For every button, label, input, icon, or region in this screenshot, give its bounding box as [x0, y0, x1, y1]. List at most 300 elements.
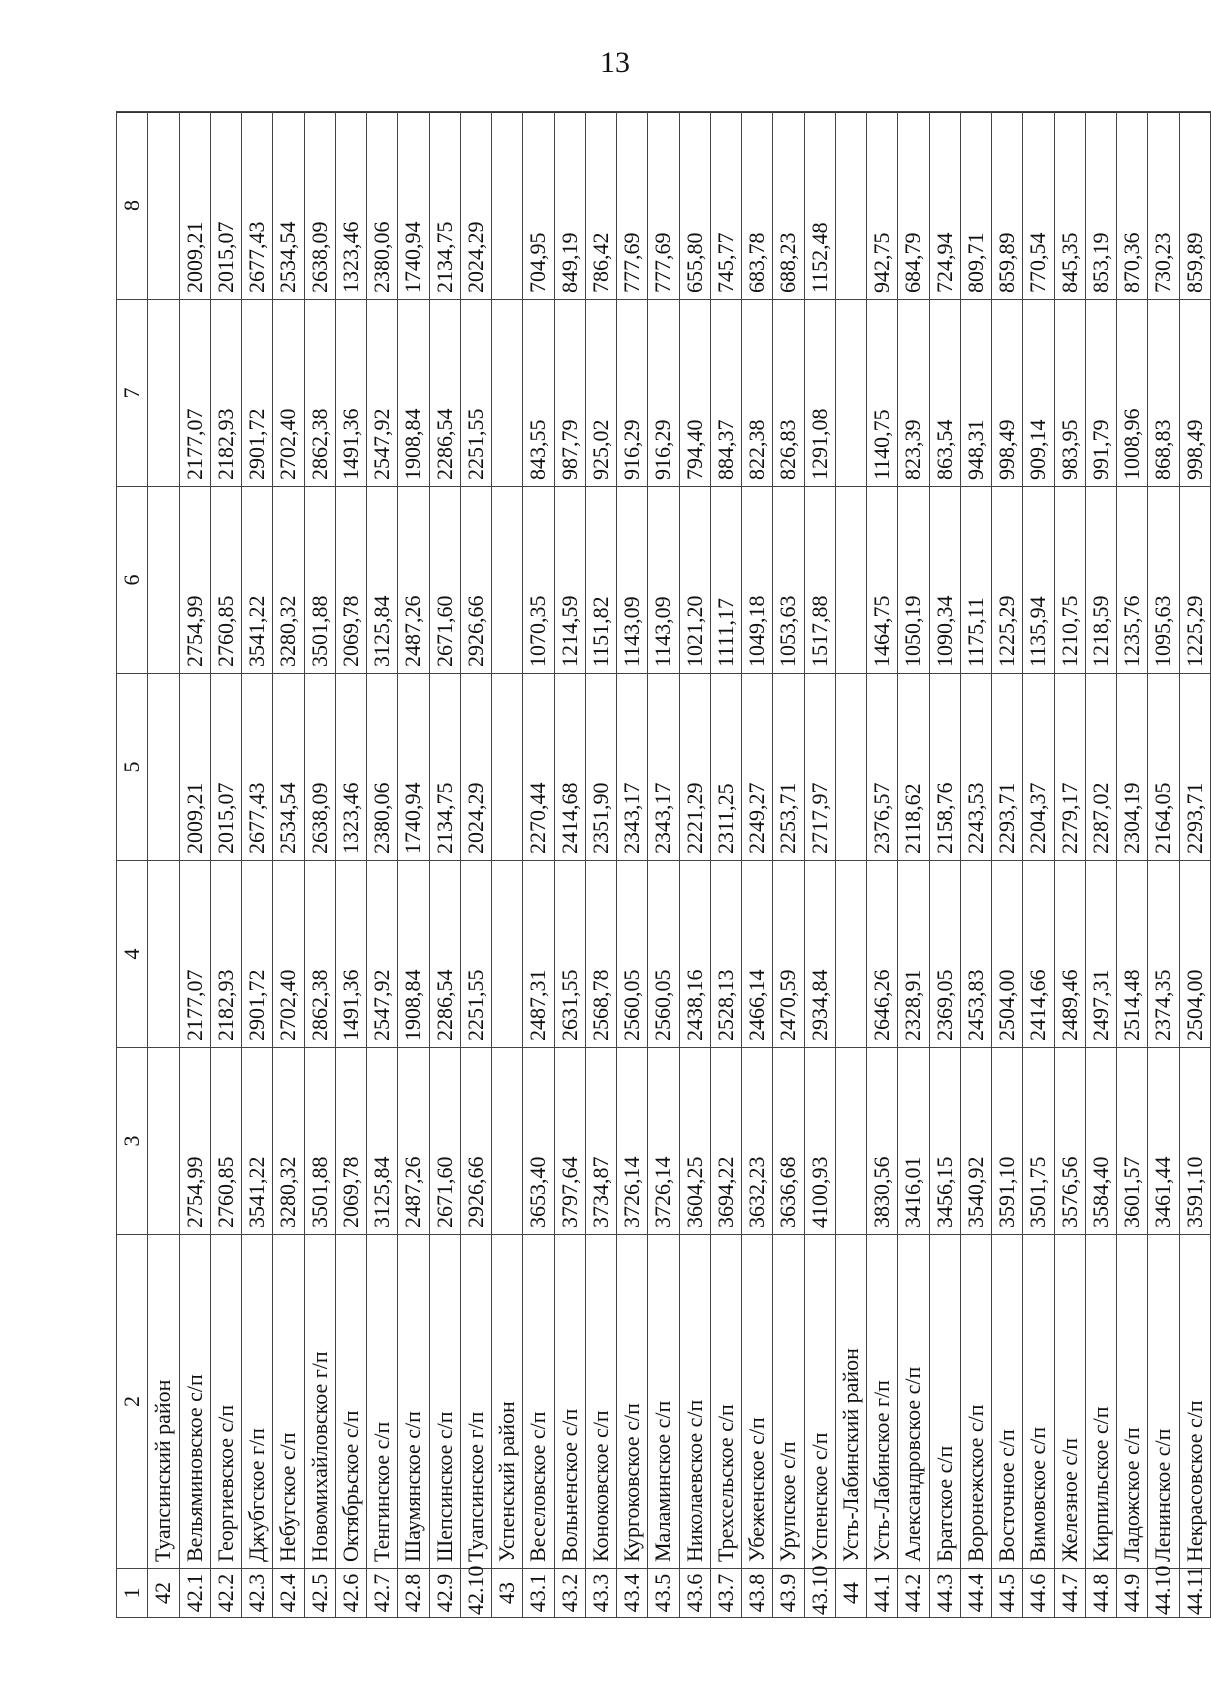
row-number-cell: 42.4	[273, 1569, 304, 1618]
settlement-name-cell: Ладожское с/п	[1117, 1235, 1148, 1569]
value-cell: 868,83	[1148, 300, 1179, 487]
value-cell: 3604,25	[679, 1048, 710, 1235]
value-cell: 3541,22	[242, 1048, 273, 1235]
value-cell: 2287,02	[1085, 674, 1116, 861]
value-cell: 2134,75	[429, 112, 460, 300]
row-number-cell: 44.1	[867, 1569, 898, 1618]
value-cell: 2760,85	[210, 1048, 241, 1235]
settlement-name-cell: Новомихайловское г/п	[304, 1235, 335, 1569]
value-cell: 2497,31	[1085, 861, 1116, 1048]
value-cell: 1491,36	[335, 300, 366, 487]
row-number-cell: 42.9	[429, 1569, 460, 1618]
table-row	[679, 112, 710, 1618]
row-number-cell: 42	[148, 1569, 179, 1618]
value-cell: 688,23	[773, 112, 804, 300]
value-cell: 2249,27	[742, 674, 773, 861]
row-number-cell: 44.8	[1085, 1569, 1116, 1618]
settlement-name-cell: Братское с/п	[929, 1235, 960, 1569]
value-cell: 925,02	[585, 300, 616, 487]
value-cell: 2177,07	[179, 300, 210, 487]
settlement-name-cell: Вольненское с/п	[554, 1235, 585, 1569]
settlement-name-cell: Кирпильское с/п	[1085, 1235, 1116, 1569]
value-cell: 2251,55	[460, 300, 491, 487]
value-cell: 2702,40	[273, 300, 304, 487]
row-number-cell: 42.3	[242, 1569, 273, 1618]
value-cell: 2069,78	[335, 1048, 366, 1235]
value-cell: 3501,88	[304, 1048, 335, 1235]
value-cell: 3125,84	[367, 487, 398, 674]
value-cell: 2528,13	[710, 861, 741, 1048]
table-row	[648, 112, 679, 1618]
value-cell: 859,89	[992, 112, 1023, 300]
row-number-cell: 43.10	[804, 1569, 835, 1618]
settlement-name-cell: Убеженское с/п	[742, 1235, 773, 1569]
value-cell: 2270,44	[523, 674, 554, 861]
table-row	[617, 112, 648, 1618]
value-cell: 1225,29	[1179, 487, 1211, 674]
value-cell	[835, 487, 866, 674]
value-cell: 3591,10	[1179, 1048, 1211, 1235]
value-cell: 1143,09	[617, 487, 648, 674]
value-cell: 2514,48	[1117, 861, 1148, 1048]
value-cell: 3576,56	[1054, 1048, 1085, 1235]
value-cell	[492, 1048, 523, 1235]
value-cell: 1090,34	[929, 487, 960, 674]
settlement-name-cell: Успенское с/п	[804, 1235, 835, 1569]
value-cell: 2638,09	[304, 112, 335, 300]
value-cell: 4100,93	[804, 1048, 835, 1235]
value-cell: 2926,66	[460, 1048, 491, 1235]
value-cell: 2164,05	[1148, 674, 1179, 861]
row-number-cell: 44.2	[898, 1569, 929, 1618]
value-cell: 3726,14	[648, 1048, 679, 1235]
table-row	[773, 112, 804, 1618]
value-cell	[835, 112, 866, 300]
value-cell: 777,69	[648, 112, 679, 300]
row-number-cell: 42.7	[367, 1569, 398, 1618]
value-cell: 2487,26	[398, 487, 429, 674]
value-cell: 987,79	[554, 300, 585, 487]
value-cell: 2702,40	[273, 861, 304, 1048]
value-cell: 1095,63	[1148, 487, 1179, 674]
value-cell: 942,75	[867, 112, 898, 300]
value-cell: 2504,00	[992, 861, 1023, 1048]
value-cell: 2438,16	[679, 861, 710, 1048]
value-cell: 3461,44	[1148, 1048, 1179, 1235]
value-cell: 3584,40	[1085, 1048, 1116, 1235]
row-number-cell: 42.10	[460, 1569, 491, 1618]
value-cell: 2926,66	[460, 487, 491, 674]
value-cell: 1235,76	[1117, 487, 1148, 674]
section-row	[148, 112, 179, 1618]
value-cell: 863,54	[929, 300, 960, 487]
district-name-cell: Успенский район	[492, 1235, 523, 1569]
value-cell: 2671,60	[429, 1048, 460, 1235]
value-cell: 2343,17	[617, 674, 648, 861]
value-cell	[492, 487, 523, 674]
value-cell: 809,71	[960, 112, 991, 300]
value-cell: 1908,84	[398, 861, 429, 1048]
row-number-cell: 43.3	[585, 1569, 616, 1618]
value-cell: 2560,05	[648, 861, 679, 1048]
value-cell: 2414,66	[1023, 861, 1054, 1048]
row-number-cell: 43.4	[617, 1569, 648, 1618]
settlement-name-cell: Георгиевское с/п	[210, 1235, 241, 1569]
value-cell: 1152,48	[804, 112, 835, 300]
value-cell: 1908,84	[398, 300, 429, 487]
table-row	[710, 112, 741, 1618]
value-cell: 1323,46	[335, 674, 366, 861]
row-number-cell: 44.6	[1023, 1569, 1054, 1618]
value-cell: 2754,99	[179, 1048, 210, 1235]
value-cell: 2677,43	[242, 112, 273, 300]
value-cell: 1021,20	[679, 487, 710, 674]
value-cell: 1491,36	[335, 861, 366, 1048]
settlement-name-cell: Железное с/п	[1054, 1235, 1085, 1569]
value-cell: 3797,64	[554, 1048, 585, 1235]
value-cell: 3601,57	[1117, 1048, 1148, 1235]
value-cell: 2901,72	[242, 300, 273, 487]
value-cell: 2293,71	[992, 674, 1023, 861]
page-number: 13	[600, 46, 630, 79]
table-row	[554, 112, 585, 1618]
value-cell: 730,23	[1148, 112, 1179, 300]
table-row	[1054, 112, 1085, 1618]
table-row	[742, 112, 773, 1618]
value-cell: 770,54	[1023, 112, 1054, 300]
value-cell: 2862,38	[304, 300, 335, 487]
settlement-name-cell: Октябрьское с/п	[335, 1235, 366, 1569]
value-cell	[148, 1048, 179, 1235]
settlement-name-cell: Туапсинское г/п	[460, 1235, 491, 1569]
value-cell: 2328,91	[898, 861, 929, 1048]
value-cell: 2380,06	[367, 112, 398, 300]
table-row	[335, 112, 366, 1618]
value-cell: 3726,14	[617, 1048, 648, 1235]
table-row	[898, 112, 929, 1618]
value-cell: 2024,29	[460, 674, 491, 861]
table-row	[398, 112, 429, 1618]
value-cell: 2547,92	[367, 300, 398, 487]
value-cell: 2177,07	[179, 861, 210, 1048]
table-row	[1117, 112, 1148, 1618]
value-cell	[492, 861, 523, 1048]
value-cell: 3416,01	[898, 1048, 929, 1235]
value-cell: 1008,96	[1117, 300, 1148, 487]
settlement-name-cell: Трехсельское с/п	[710, 1235, 741, 1569]
section-row	[492, 112, 523, 1618]
value-cell: 2251,55	[460, 861, 491, 1048]
column-header: 6	[117, 487, 148, 674]
value-cell: 2158,76	[929, 674, 960, 861]
row-number-cell: 43	[492, 1569, 523, 1618]
table-row	[585, 112, 616, 1618]
value-cell: 916,29	[648, 300, 679, 487]
value-cell: 3830,56	[867, 1048, 898, 1235]
table-row	[523, 112, 554, 1618]
table-row	[867, 112, 898, 1618]
value-cell: 3734,87	[585, 1048, 616, 1235]
value-cell: 2934,84	[804, 861, 835, 1048]
value-cell: 1053,63	[773, 487, 804, 674]
value-cell: 2374,35	[1148, 861, 1179, 1048]
value-cell: 3125,84	[367, 1048, 398, 1235]
value-cell: 3653,40	[523, 1048, 554, 1235]
settlement-name-cell: Николаевское с/п	[679, 1235, 710, 1569]
table-row	[429, 112, 460, 1618]
value-cell	[835, 1048, 866, 1235]
value-cell: 2376,57	[867, 674, 898, 861]
value-cell	[148, 487, 179, 674]
settlement-name-cell: Шепсинское с/п	[429, 1235, 460, 1569]
value-cell: 853,19	[1085, 112, 1116, 300]
row-number-cell: 44.11	[1179, 1569, 1211, 1618]
value-cell: 724,94	[929, 112, 960, 300]
row-number-cell: 43.5	[648, 1569, 679, 1618]
tariff-table	[116, 111, 1211, 1618]
value-cell: 3540,92	[960, 1048, 991, 1235]
value-cell: 948,31	[960, 300, 991, 487]
value-cell: 983,95	[1054, 300, 1085, 487]
value-cell	[148, 674, 179, 861]
value-cell: 998,49	[1179, 300, 1211, 487]
table-row	[1179, 112, 1211, 1618]
value-cell: 845,35	[1054, 112, 1085, 300]
value-cell: 2453,83	[960, 861, 991, 1048]
value-cell: 849,19	[554, 112, 585, 300]
column-header: 8	[117, 112, 148, 300]
settlement-name-cell: Ленинское с/п	[1148, 1235, 1179, 1569]
value-cell: 2534,54	[273, 674, 304, 861]
row-number-cell: 44.4	[960, 1569, 991, 1618]
value-cell: 2487,26	[398, 1048, 429, 1235]
table-row	[1148, 112, 1179, 1618]
value-cell: 2414,68	[554, 674, 585, 861]
value-cell: 1151,82	[585, 487, 616, 674]
value-cell: 684,79	[898, 112, 929, 300]
column-header: 5	[117, 674, 148, 861]
value-cell: 870,36	[1117, 112, 1148, 300]
value-cell: 1049,18	[742, 487, 773, 674]
value-cell: 3541,22	[242, 487, 273, 674]
value-cell	[492, 300, 523, 487]
value-cell	[835, 861, 866, 1048]
column-header: 7	[117, 300, 148, 487]
value-cell: 2015,07	[210, 674, 241, 861]
settlement-name-cell: Веселовское с/п	[523, 1235, 554, 1569]
value-cell: 2560,05	[617, 861, 648, 1048]
value-cell: 2504,00	[1179, 861, 1211, 1048]
value-cell: 2901,72	[242, 861, 273, 1048]
table-row	[242, 112, 273, 1618]
value-cell: 745,77	[710, 112, 741, 300]
value-cell: 1111,17	[710, 487, 741, 674]
value-cell: 2293,71	[1179, 674, 1211, 861]
value-cell: 916,29	[617, 300, 648, 487]
table-row	[304, 112, 335, 1618]
value-cell	[148, 300, 179, 487]
value-cell: 2221,29	[679, 674, 710, 861]
value-cell: 2182,93	[210, 300, 241, 487]
row-number-cell: 44.9	[1117, 1569, 1148, 1618]
value-cell: 1135,94	[1023, 487, 1054, 674]
value-cell: 2631,55	[554, 861, 585, 1048]
settlement-name-cell: Коноковское с/п	[585, 1235, 616, 1569]
value-cell: 2487,31	[523, 861, 554, 1048]
column-header: 4	[117, 861, 148, 1048]
settlement-name-cell: Урупское с/п	[773, 1235, 804, 1569]
value-cell: 2470,59	[773, 861, 804, 1048]
value-cell: 786,42	[585, 112, 616, 300]
value-cell: 2646,26	[867, 861, 898, 1048]
value-cell: 2671,60	[429, 487, 460, 674]
value-cell: 1050,19	[898, 487, 929, 674]
value-cell: 2760,85	[210, 487, 241, 674]
row-number-cell: 43.6	[679, 1569, 710, 1618]
row-number-cell: 43.1	[523, 1569, 554, 1618]
settlement-name-cell: Шаумянское с/п	[398, 1235, 429, 1569]
value-cell: 826,83	[773, 300, 804, 487]
row-number-cell: 43.9	[773, 1569, 804, 1618]
value-cell: 2547,92	[367, 861, 398, 1048]
value-cell: 2351,90	[585, 674, 616, 861]
value-cell: 2568,78	[585, 861, 616, 1048]
value-cell: 1214,59	[554, 487, 585, 674]
value-cell: 1517,88	[804, 487, 835, 674]
value-cell	[492, 112, 523, 300]
value-cell: 2311,25	[710, 674, 741, 861]
value-cell: 2024,29	[460, 112, 491, 300]
value-cell: 2862,38	[304, 861, 335, 1048]
rotated-table-container	[116, 112, 1211, 1618]
value-cell: 1740,94	[398, 674, 429, 861]
row-number-cell: 44	[835, 1569, 866, 1618]
value-cell: 3501,88	[304, 487, 335, 674]
value-cell: 1740,94	[398, 112, 429, 300]
value-cell: 822,38	[742, 300, 773, 487]
value-cell: 1291,08	[804, 300, 835, 487]
settlement-name-cell: Усть-Лабинское г/п	[867, 1235, 898, 1569]
value-cell: 1143,09	[648, 487, 679, 674]
row-number-cell: 42.1	[179, 1569, 210, 1618]
row-number-cell: 43.8	[742, 1569, 773, 1618]
value-cell: 2204,37	[1023, 674, 1054, 861]
value-cell: 1070,35	[523, 487, 554, 674]
table-row	[273, 112, 304, 1618]
value-cell: 1225,29	[992, 487, 1023, 674]
column-header: 2	[117, 1235, 148, 1569]
row-number-cell: 44.10	[1148, 1569, 1179, 1618]
table-row	[210, 112, 241, 1618]
table-row	[992, 112, 1023, 1618]
settlement-name-cell: Тенгинское с/п	[367, 1235, 398, 1569]
table-row	[804, 112, 835, 1618]
settlement-name-cell: Александровское с/п	[898, 1235, 929, 1569]
value-cell: 2754,99	[179, 487, 210, 674]
value-cell: 884,37	[710, 300, 741, 487]
value-cell: 3456,15	[929, 1048, 960, 1235]
value-cell: 704,95	[523, 112, 554, 300]
value-cell: 998,49	[992, 300, 1023, 487]
value-cell: 683,78	[742, 112, 773, 300]
value-cell: 3636,68	[773, 1048, 804, 1235]
value-cell: 2489,46	[1054, 861, 1085, 1048]
value-cell: 1140,75	[867, 300, 898, 487]
value-cell	[148, 861, 179, 1048]
value-cell: 3280,32	[273, 487, 304, 674]
table-row	[1085, 112, 1116, 1618]
row-number-cell: 43.7	[710, 1569, 741, 1618]
settlement-name-cell: Вимовское с/п	[1023, 1235, 1054, 1569]
value-cell: 655,80	[679, 112, 710, 300]
value-cell: 2534,54	[273, 112, 304, 300]
value-cell: 794,40	[679, 300, 710, 487]
value-cell: 2279,17	[1054, 674, 1085, 861]
row-number-cell: 43.2	[554, 1569, 585, 1618]
section-row	[835, 112, 866, 1618]
value-cell: 3280,32	[273, 1048, 304, 1235]
value-cell: 991,79	[1085, 300, 1116, 487]
row-number-cell: 42.6	[335, 1569, 366, 1618]
value-cell: 1218,59	[1085, 487, 1116, 674]
table-header-row	[117, 112, 148, 1618]
value-cell: 2182,93	[210, 861, 241, 1048]
row-number-cell: 42.2	[210, 1569, 241, 1618]
value-cell: 2286,54	[429, 300, 460, 487]
settlement-name-cell: Кургоковское с/п	[617, 1235, 648, 1569]
value-cell: 2343,17	[648, 674, 679, 861]
value-cell: 1464,75	[867, 487, 898, 674]
value-cell: 2015,07	[210, 112, 241, 300]
value-cell: 3632,23	[742, 1048, 773, 1235]
settlement-name-cell: Вельяминовское с/п	[179, 1235, 210, 1569]
value-cell	[835, 300, 866, 487]
value-cell: 2466,14	[742, 861, 773, 1048]
row-number-cell: 44.3	[929, 1569, 960, 1618]
settlement-name-cell: Воронежское с/п	[960, 1235, 991, 1569]
value-cell: 2243,53	[960, 674, 991, 861]
value-cell	[148, 112, 179, 300]
row-number-cell: 44.7	[1054, 1569, 1085, 1618]
value-cell: 3591,10	[992, 1048, 1023, 1235]
value-cell: 2134,75	[429, 674, 460, 861]
value-cell: 2677,43	[242, 674, 273, 861]
value-cell: 777,69	[617, 112, 648, 300]
value-cell: 2069,78	[335, 487, 366, 674]
settlement-name-cell: Джубгское г/п	[242, 1235, 273, 1569]
row-number-cell: 42.8	[398, 1569, 429, 1618]
district-name-cell: Усть-Лабинский район	[835, 1235, 866, 1569]
table-row	[460, 112, 491, 1618]
value-cell: 1210,75	[1054, 487, 1085, 674]
settlement-name-cell: Восточное с/п	[992, 1235, 1023, 1569]
row-number-cell: 44.5	[992, 1569, 1023, 1618]
table-row	[179, 112, 210, 1618]
table-row	[1023, 112, 1054, 1618]
value-cell: 3501,75	[1023, 1048, 1054, 1235]
value-cell: 2253,71	[773, 674, 804, 861]
value-cell	[492, 674, 523, 861]
value-cell: 2009,21	[179, 112, 210, 300]
value-cell: 823,39	[898, 300, 929, 487]
settlement-name-cell: Некрасовское с/п	[1179, 1235, 1211, 1569]
column-header: 3	[117, 1048, 148, 1235]
value-cell: 1175,11	[960, 487, 991, 674]
settlement-name-cell: Небугское с/п	[273, 1235, 304, 1569]
value-cell: 1323,46	[335, 112, 366, 300]
value-cell: 2009,21	[179, 674, 210, 861]
table-row	[367, 112, 398, 1618]
